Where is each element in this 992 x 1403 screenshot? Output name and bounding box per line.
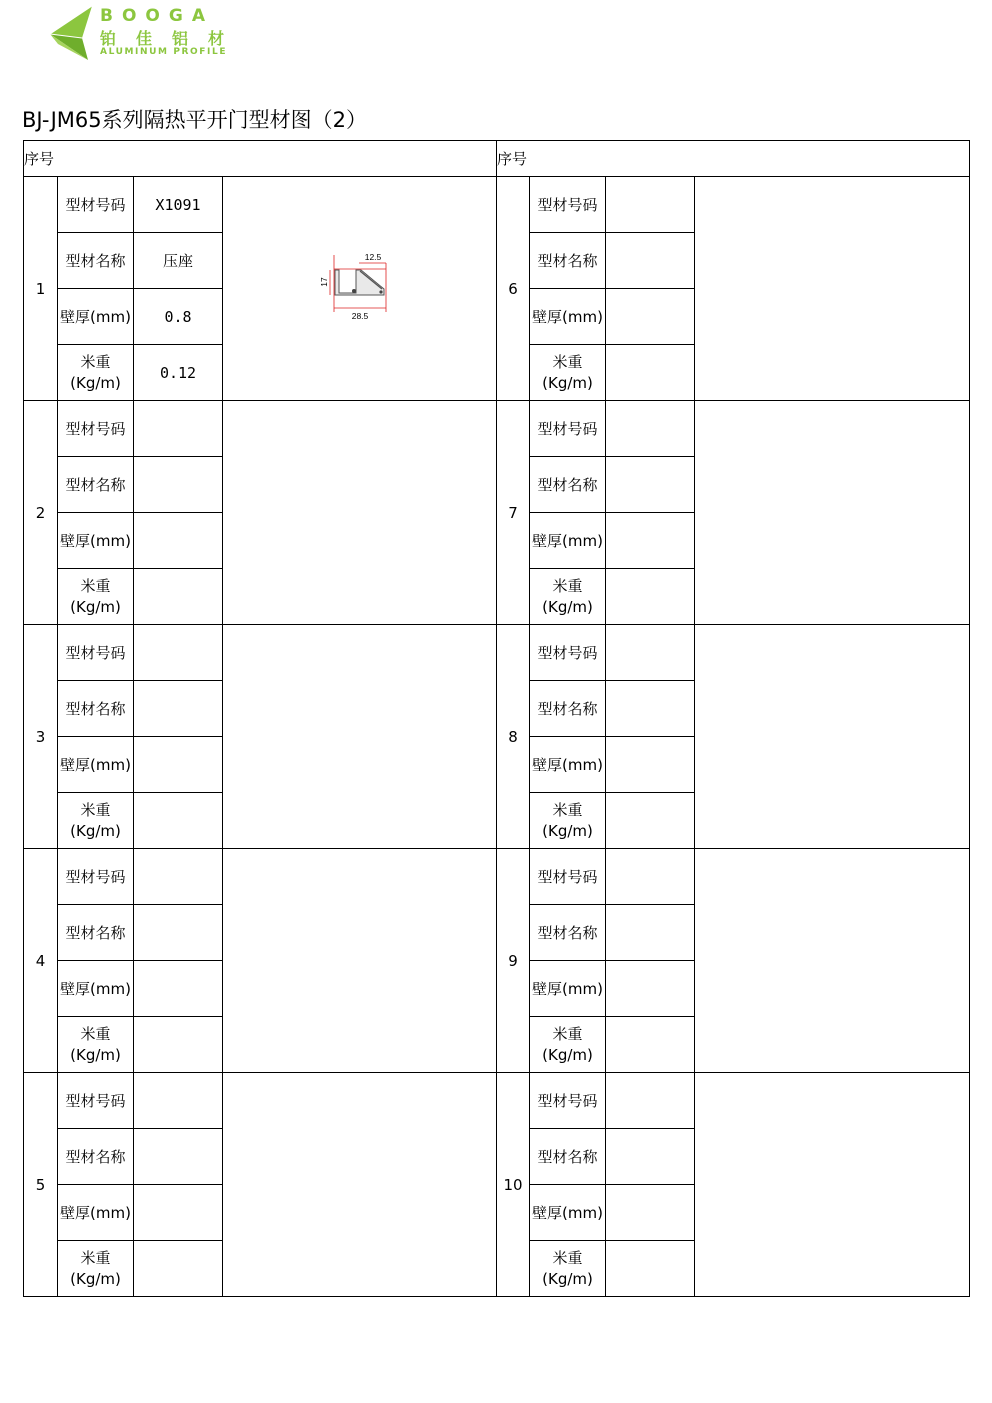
weight-label: 米重 [552,1248,583,1267]
field-label-thickness: 壁厚(mm) [58,289,134,345]
weight-unit-label: (Kg/m) [542,1045,593,1064]
field-value-name: 压座 [134,233,223,289]
field-value-code [134,625,223,681]
profile-image-cell [695,401,970,625]
entry-number: 6 [497,177,530,401]
weight-unit-label: (Kg/m) [542,597,593,616]
field-label-weight [58,793,134,849]
weight-label: 米重 [80,1024,111,1043]
field-label-name: 型材名称 [58,1129,134,1185]
field-value-thickness [134,737,223,793]
field-label-code: 型材号码 [530,401,606,457]
field-label-name: 型材名称 [530,233,606,289]
entry-number: 8 [497,625,530,849]
dimension-label: 17 [318,276,329,287]
weight-label: 米重 [552,1024,583,1043]
field-label-thickness: 壁厚(mm) [530,1185,606,1241]
profile-image-cell [695,625,970,849]
entry-number: 7 [497,401,530,625]
profile-image-cell [695,177,970,401]
weight-unit-label: (Kg/m) [542,1269,593,1288]
weight-unit-label: (Kg/m) [542,821,593,840]
field-value-code: X1091 [134,177,223,233]
profile-image-cell [223,625,497,849]
profile-table [23,140,970,1297]
field-value-thickness [606,1185,695,1241]
brand-wordmark: BOOGA [100,6,214,26]
entry-number: 10 [497,1073,530,1297]
field-value-weight [606,569,695,625]
field-value-weight [606,345,695,401]
weight-unit-label: (Kg/m) [70,821,121,840]
field-label-thickness: 壁厚(mm) [530,513,606,569]
field-label-weight [58,1017,134,1073]
entry-number: 2 [24,401,58,625]
entry-number: 3 [24,625,58,849]
weight-label: 米重 [80,1248,111,1267]
field-value-thickness [606,289,695,345]
field-label-thickness: 壁厚(mm) [530,289,606,345]
field-label-weight [58,569,134,625]
profile-image-cell [223,849,497,1073]
table-row [24,1073,970,1129]
field-value-name [606,1129,695,1185]
field-value-weight [606,1017,695,1073]
field-label-code: 型材号码 [58,849,134,905]
field-value-code [606,177,695,233]
entry-number: 1 [24,177,58,401]
field-value-code [606,1073,695,1129]
field-label-name: 型材名称 [58,681,134,737]
document-title: BJ-JM65系列隔热平开门型材图（2） [22,108,367,132]
entry-number: 9 [497,849,530,1073]
field-value-thickness: 0.8 [134,289,223,345]
field-value-code [606,625,695,681]
field-value-name [606,905,695,961]
field-label-code: 型材号码 [530,849,606,905]
field-label-name: 型材名称 [58,905,134,961]
field-value-weight [134,793,223,849]
field-label-name: 型材名称 [530,681,606,737]
field-label-name: 型材名称 [530,905,606,961]
field-label-weight [530,569,606,625]
entry-number: 5 [24,1073,58,1297]
weight-unit-label: (Kg/m) [70,597,121,616]
field-value-thickness [134,1185,223,1241]
field-value-weight [134,1241,223,1297]
profile-image-cell [695,1073,970,1297]
field-label-weight [530,1241,606,1297]
field-label-weight [530,1017,606,1073]
field-value-name [606,233,695,289]
weight-label: 米重 [552,800,583,819]
field-value-name [134,457,223,513]
weight-unit-label: (Kg/m) [70,1045,121,1064]
field-value-weight [606,1241,695,1297]
field-label-thickness: 壁厚(mm) [58,513,134,569]
field-value-thickness [606,513,695,569]
field-label-thickness: 壁厚(mm) [58,737,134,793]
profile-image-cell [695,849,970,1073]
seq-header-right: 序号 [497,141,970,177]
field-value-name [134,1129,223,1185]
field-label-code: 型材号码 [58,1073,134,1129]
brand-logo [48,4,278,64]
field-label-code: 型材号码 [530,177,606,233]
field-value-name [134,681,223,737]
field-label-name: 型材名称 [58,233,134,289]
field-value-name [606,681,695,737]
table-header-row [24,141,970,177]
dimension-label: 28.5 [351,310,368,321]
field-value-thickness [606,961,695,1017]
leaf-logo-icon [48,4,98,62]
weight-unit-label: (Kg/m) [70,1269,121,1288]
field-label-code: 型材号码 [58,177,134,233]
weight-label: 米重 [552,352,583,371]
field-value-thickness [134,961,223,1017]
profile-image-cell [223,401,497,625]
seq-header-left: 序号 [24,141,497,177]
field-label-thickness: 壁厚(mm) [530,737,606,793]
table-row [24,625,970,681]
field-value-thickness [134,513,223,569]
field-value-weight [134,569,223,625]
field-label-weight [530,793,606,849]
field-label-thickness: 壁厚(mm) [58,961,134,1017]
field-value-code [134,401,223,457]
weight-unit-label: (Kg/m) [70,373,121,392]
field-label-name: 型材名称 [530,1129,606,1185]
field-label-weight [58,1241,134,1297]
table-row [24,849,970,905]
entry-number: 4 [24,849,58,1073]
field-label-thickness: 壁厚(mm) [530,961,606,1017]
field-value-code [606,849,695,905]
profile-image-cell [223,177,497,401]
brand-english: ALUMINUM PROFILE [100,47,228,57]
weight-unit-label: (Kg/m) [542,373,593,392]
profile-drawing [310,249,410,329]
field-value-code [134,1073,223,1129]
field-value-weight [606,793,695,849]
field-label-code: 型材号码 [58,401,134,457]
weight-label: 米重 [80,352,111,371]
field-value-thickness [606,737,695,793]
weight-label: 米重 [552,576,583,595]
field-label-code: 型材号码 [530,1073,606,1129]
field-label-thickness: 壁厚(mm) [58,1185,134,1241]
field-label-name: 型材名称 [530,457,606,513]
field-label-code: 型材号码 [58,625,134,681]
field-value-code [134,849,223,905]
table-row [24,401,970,457]
field-value-name [606,457,695,513]
field-value-name [134,905,223,961]
profile-image-cell [223,1073,497,1297]
brand-chinese: 铂佳铝材 [100,29,245,48]
field-label-weight [58,345,134,401]
field-value-code [606,401,695,457]
field-label-weight [530,345,606,401]
table-row [24,177,970,233]
weight-label: 米重 [80,576,111,595]
field-label-code: 型材号码 [530,625,606,681]
weight-label: 米重 [80,800,111,819]
field-value-weight: 0.12 [134,345,223,401]
field-value-weight [134,1017,223,1073]
field-label-name: 型材名称 [58,457,134,513]
dimension-label: 12.5 [364,251,381,262]
